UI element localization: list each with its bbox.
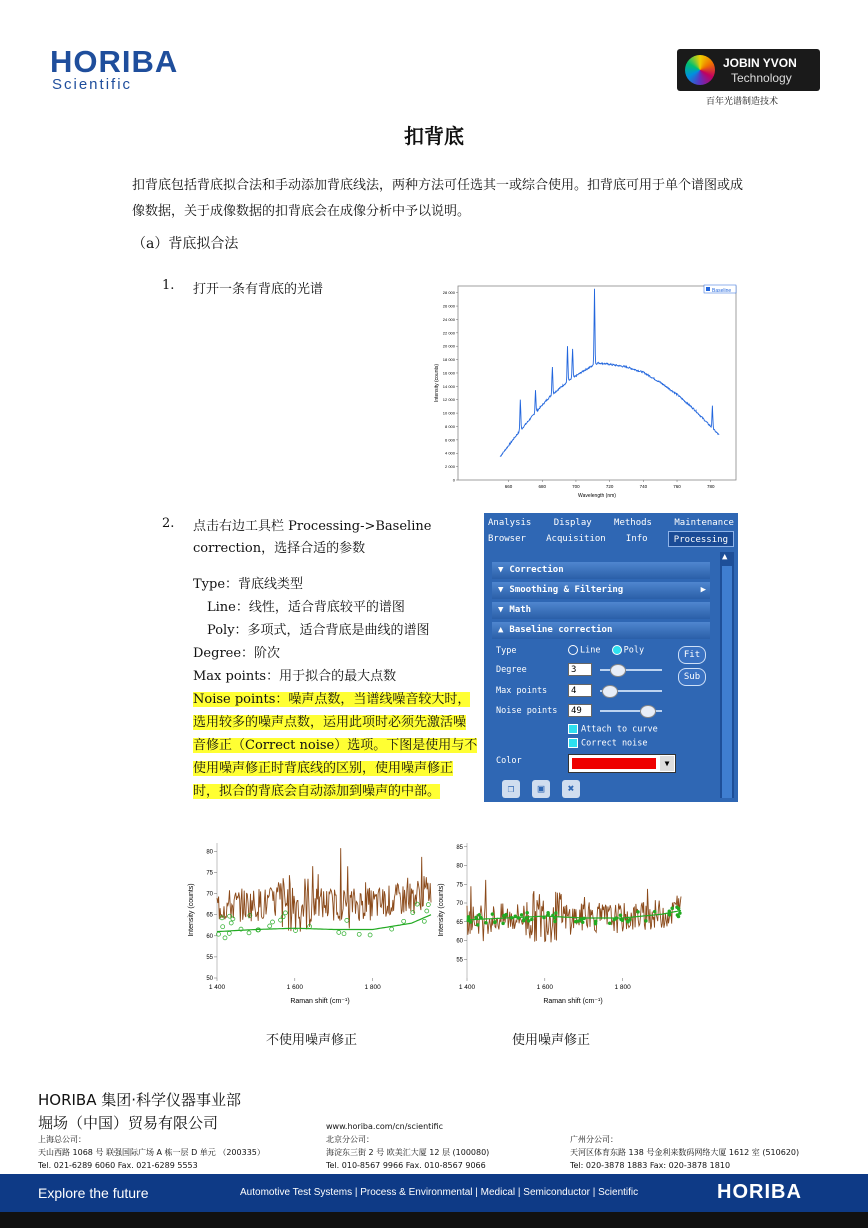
fit-point [676, 906, 679, 909]
y-tick-label: 65 [206, 912, 213, 919]
expand-down-icon: ▼ [498, 605, 504, 615]
fit-point [390, 927, 394, 931]
noise-chart-with [435, 840, 683, 1008]
fit-point [337, 930, 341, 934]
y-tick-label: 60 [456, 938, 463, 945]
fit-point [653, 910, 656, 913]
tab-methods[interactable]: Methods [614, 518, 652, 528]
fit-point [283, 911, 287, 915]
y-tick-label: 75 [206, 870, 213, 877]
param-line: Line：线性，适合背底较平的谱图 [207, 600, 405, 615]
dropdown-arrow-icon[interactable]: ▼ [660, 756, 674, 771]
degree-slider[interactable] [600, 669, 662, 671]
fit-point [345, 918, 349, 922]
param-type: Type：背底线类型 [193, 577, 304, 592]
logo-word: HORIBA [50, 44, 179, 79]
fit-point [247, 931, 251, 935]
step1-number: 1. [162, 278, 175, 293]
x-tick-label: 760 [673, 484, 681, 489]
section-smoothing[interactable] [492, 582, 710, 599]
attach-checkbox[interactable] [568, 724, 578, 734]
x-axis-label: Raman shift (cm⁻¹) [543, 998, 603, 1005]
tab-maintenance[interactable]: Maintenance [674, 518, 734, 528]
fit-point [268, 924, 272, 928]
fit-point [626, 920, 629, 923]
fit-point [547, 911, 550, 914]
degree-label: Degree [496, 665, 527, 675]
jy-line1: JOBIN YVON [723, 56, 797, 70]
fit-point [574, 920, 577, 923]
y-axis-label: Intensity (counts) [188, 883, 195, 937]
y-tick-label: 20 000 [442, 343, 455, 349]
fit-point [668, 910, 671, 913]
chevron-right-icon: ▶ [700, 585, 706, 595]
gz-tel: Tel: 020-3878 1883 Fax: 020-3878 1810 [570, 1161, 731, 1170]
fit-point [422, 919, 426, 923]
y-axis-label: Intensity (counts) [438, 883, 445, 937]
expand-down-icon: ▼ [498, 585, 504, 595]
raw-spectrum-line [467, 880, 681, 942]
attach-label: Attach to curve [581, 724, 658, 735]
footer-brand-logo: HORIBA [717, 1181, 802, 1203]
footer-url[interactable]: www.horiba.com/cn/scientific [326, 1122, 443, 1131]
fit-point [555, 912, 558, 915]
fit-point [671, 907, 674, 910]
radio-line[interactable] [568, 645, 578, 655]
sh-title: 上海总公司： [38, 1135, 86, 1144]
color-label: Color [496, 756, 522, 766]
fit-point [475, 916, 478, 919]
radio-line-label: Line [580, 645, 601, 656]
y-tick-label: 75 [456, 882, 463, 889]
collapse-up-icon: ▲ [498, 625, 504, 635]
fit-point [608, 922, 611, 925]
x-tick-label: 680 [538, 484, 547, 489]
bj-address: 海淀东三街 2 号 欧美汇大厦 12 层 (100080) [326, 1148, 490, 1157]
y-tick-label: 18 000 [442, 357, 455, 363]
fit-point [494, 921, 497, 924]
fit-point [467, 917, 470, 920]
x-tick-label: 1 600 [536, 984, 553, 991]
expand-down-icon: ▼ [498, 565, 504, 575]
y-tick-label: 26 000 [442, 303, 455, 309]
fit-point [527, 920, 530, 923]
fit-point [502, 922, 505, 925]
fit-point [522, 919, 525, 922]
y-tick-label: 22 000 [442, 330, 455, 336]
jy-line2: Technology [731, 71, 792, 85]
legend-swatch [706, 287, 710, 291]
x-tick-label: 1 400 [458, 984, 476, 991]
fit-point [677, 915, 680, 918]
y-tick-label: 4 000 [444, 450, 455, 456]
fit-point [553, 917, 556, 920]
fit-point [271, 920, 275, 924]
y-tick-label: 24 000 [442, 316, 455, 322]
x-tick-label: 1 800 [364, 984, 381, 991]
fit-point [594, 922, 597, 925]
processing-panel [484, 513, 738, 802]
section-smoothing-label: Smoothing & Filtering [509, 585, 624, 595]
fit-point [342, 932, 346, 936]
section-baseline-label: Baseline correction [509, 625, 613, 635]
fit-point [554, 920, 557, 923]
color-select[interactable] [568, 754, 676, 773]
fit-point [221, 925, 225, 929]
horiba-logo [50, 44, 179, 93]
step2-number: 2. [162, 516, 175, 531]
spectrum-chart [422, 283, 740, 503]
y-tick-label: 80 [456, 863, 463, 870]
y-tick-label: 8 000 [444, 423, 455, 429]
y-tick-label: 80 [206, 849, 213, 856]
x-tick-label: 1 600 [286, 984, 303, 991]
fit-point [514, 915, 517, 918]
fit-point [368, 933, 372, 937]
y-tick-label: 12 000 [442, 397, 455, 403]
radio-poly-label: Poly [623, 645, 645, 656]
fit-point [223, 936, 227, 940]
copy-icon[interactable]: ❐ [502, 780, 520, 798]
fit-point [485, 921, 488, 924]
y-tick-label: 60 [206, 933, 213, 940]
fit-point [227, 931, 231, 935]
x-axis-label: Wavelength (nm) [578, 493, 616, 499]
logo-sub: Scientific [52, 76, 133, 93]
fit-point [476, 924, 479, 927]
param-noise-highlight: Noise points：噪声点数，当谱线噪音较大时，选用较多的噪声点数，运用此项时必须先激活噪音修正（Correct noise）选项。下图是使用与不使用噪声修正时背底线的区别，使用噪声修正时，拟合的背底会自动添加到噪声的中部。 [193, 692, 478, 799]
footer-bar [0, 1174, 868, 1212]
maxpoints-slider[interactable] [600, 690, 662, 692]
param-poly: Poly：多项式，适合背底是曲线的谱图 [207, 623, 430, 638]
x-axis-label: Raman shift (cm⁻¹) [290, 998, 350, 1005]
degree-slider-knob[interactable] [610, 664, 626, 677]
noise-chart-without [185, 840, 433, 1008]
fit-point [530, 918, 533, 921]
noise-slider-knob[interactable] [640, 705, 656, 718]
panel-scrollbar[interactable] [720, 552, 734, 798]
maxpoints-slider-knob[interactable] [602, 685, 618, 698]
fit-point [552, 914, 555, 917]
fit-point [426, 903, 430, 907]
correct-noise-checkbox[interactable] [568, 738, 578, 748]
jy-tagline: 百年光谱制造技术 [706, 97, 779, 107]
trash-icon[interactable]: ✖ [562, 780, 580, 798]
radio-poly[interactable] [612, 645, 622, 655]
step2-text: 点击右边工具栏 Processing->Baseline correction，选择合适的参数 [193, 519, 432, 556]
tab-row-2 [484, 531, 738, 547]
raw-spectrum-line [217, 848, 431, 932]
type-label: Type [496, 646, 517, 656]
sub-button[interactable]: Sub [678, 668, 706, 686]
section-heading: （a）背底拟合法 [132, 236, 239, 252]
fit-point [577, 920, 580, 923]
noise-slider[interactable] [600, 710, 662, 712]
footer-links: Automotive Test Systems | Process & Environmental | Medical | Semiconductor | Scientific [240, 1187, 639, 1198]
y-tick-label: 55 [206, 954, 213, 961]
fit-point [480, 916, 483, 919]
x-tick-label: 700 [572, 484, 580, 489]
fit-point [425, 909, 429, 913]
fit-point [505, 913, 508, 916]
bottom-strip [0, 1212, 868, 1228]
jobin-yvon-logo [677, 49, 820, 91]
footer-beijing [326, 1120, 489, 1172]
color-swatch [572, 758, 656, 769]
tab-browser[interactable]: Browser [488, 534, 526, 544]
step1-text: 打开一条有背底的光谱 [193, 282, 324, 297]
fit-button[interactable]: Fit [678, 646, 706, 664]
y-tick-label: 55 [456, 957, 463, 964]
scroll-thumb[interactable] [722, 566, 732, 798]
footer-guangzhou [570, 1133, 799, 1172]
x-tick-label: 780 [706, 484, 715, 489]
caption-without: 不使用噪声修正 [266, 1033, 358, 1048]
tab-processing[interactable]: Processing [668, 531, 734, 547]
y-tick-label: 85 [456, 844, 463, 851]
fit-point [510, 916, 513, 919]
fit-point [402, 919, 406, 923]
y-tick-label: 50 [206, 976, 213, 982]
gz-address: 天河区体育东路 138 号金利来数码网络大厦 1612 室 (510620) [570, 1148, 800, 1157]
param-maxpoints: Max points：用于拟合的最大点数 [193, 669, 397, 684]
x-tick-label: 660 [504, 484, 513, 489]
x-tick-label: 1 800 [614, 984, 631, 991]
tab-display[interactable]: Display [553, 518, 592, 528]
fit-point [229, 921, 233, 925]
tab-acquisition[interactable]: Acquisition [546, 534, 606, 544]
fit-point [517, 917, 520, 920]
legend-label: Baseline [712, 288, 732, 294]
noise-label: Noise points [496, 706, 558, 716]
footer-shanghai [38, 1133, 265, 1172]
fit-point [668, 913, 671, 916]
correct-noise-label: Correct noise [581, 738, 648, 749]
footer-company-line: HORIBA 集团·科学仪器事业部 [38, 1091, 242, 1109]
y-tick-label: 28 000 [442, 290, 455, 296]
bj-title: 北京分公司： [326, 1135, 374, 1144]
section-correction-label: Correction [509, 565, 564, 575]
fit-point [621, 919, 624, 922]
gz-title: 广州分公司： [570, 1135, 618, 1144]
fit-point [645, 920, 648, 923]
fit-point [520, 914, 523, 917]
section-math[interactable] [492, 602, 710, 619]
section-math-label: Math [509, 605, 532, 615]
sh-address: 天山西路 1068 号 联强国际广场 A 栋一层 D 单元 （200335） [38, 1148, 265, 1157]
y-tick-label: 70 [206, 891, 213, 898]
section-baseline[interactable] [492, 622, 710, 639]
fit-point [491, 913, 494, 916]
degree-input[interactable]: 3 [568, 663, 592, 676]
footer-company-name: 堀场（中国）贸易有限公司 [38, 1114, 219, 1132]
param-degree: Degree：阶次 [193, 646, 281, 661]
tab-analysis[interactable]: Analysis [488, 518, 532, 528]
section-correction[interactable] [492, 562, 710, 579]
fit-point [637, 911, 640, 914]
y-axis-label: Intensity (counts) [434, 363, 440, 403]
type-radio-group [568, 645, 644, 656]
tab-info[interactable]: Info [625, 534, 648, 544]
bj-tel: Tel. 010-8567 9966 Fax. 010-8567 9066 [326, 1161, 486, 1170]
paste-icon[interactable]: ▣ [532, 780, 550, 798]
noise-input[interactable]: 49 [568, 704, 592, 717]
maxpoints-input[interactable]: 4 [568, 684, 592, 697]
sh-tel: Tel. 021-6289 6060 Fax. 021-6289 5553 [38, 1161, 198, 1170]
x-tick-label: 740 [639, 484, 648, 489]
fit-point [580, 918, 583, 921]
fit-point [526, 911, 529, 914]
fit-point [581, 921, 584, 924]
page-title: 扣背底 [404, 124, 464, 148]
y-tick-label: 0 [452, 477, 455, 483]
fit-point [615, 917, 618, 920]
fit-point [619, 914, 622, 917]
y-tick-label: 10 000 [442, 410, 455, 416]
intro-paragraph: 扣背底包括背底拟合法和手动添加背底线法，两种方法可任选其一或综合使用。扣背底可用于单个谱图或成像数据，关于成像数据的扣背底会在成像分析中予以说明。 [132, 178, 744, 219]
footer-explore: Explore the future [38, 1185, 149, 1201]
fit-point [478, 914, 481, 917]
maxpoints-label: Max points [496, 686, 548, 696]
scroll-up-icon[interactable]: ▲ [722, 552, 728, 562]
fit-point [543, 916, 546, 919]
attach-checkbox-row[interactable] [568, 724, 658, 735]
x-tick-label: 720 [605, 484, 614, 489]
param-description [193, 573, 478, 803]
jy-disc-icon [685, 55, 715, 85]
fit-point [679, 912, 682, 915]
y-tick-label: 14 000 [442, 383, 455, 389]
tab-row-1 [484, 515, 738, 531]
fit-point [357, 932, 361, 936]
y-tick-label: 2 000 [444, 464, 455, 470]
legend [704, 285, 736, 294]
fit-point [525, 916, 528, 919]
fit-point [469, 921, 472, 924]
y-tick-label: 16 000 [442, 370, 455, 376]
correct-noise-checkbox-row[interactable] [568, 738, 648, 749]
caption-with: 使用噪声修正 [512, 1033, 591, 1048]
plot-frame [458, 286, 736, 480]
x-tick-label: 1 400 [208, 984, 226, 991]
y-tick-label: 70 [456, 901, 463, 907]
y-tick-label: 65 [456, 919, 463, 926]
y-tick-label: 6 000 [444, 437, 455, 443]
